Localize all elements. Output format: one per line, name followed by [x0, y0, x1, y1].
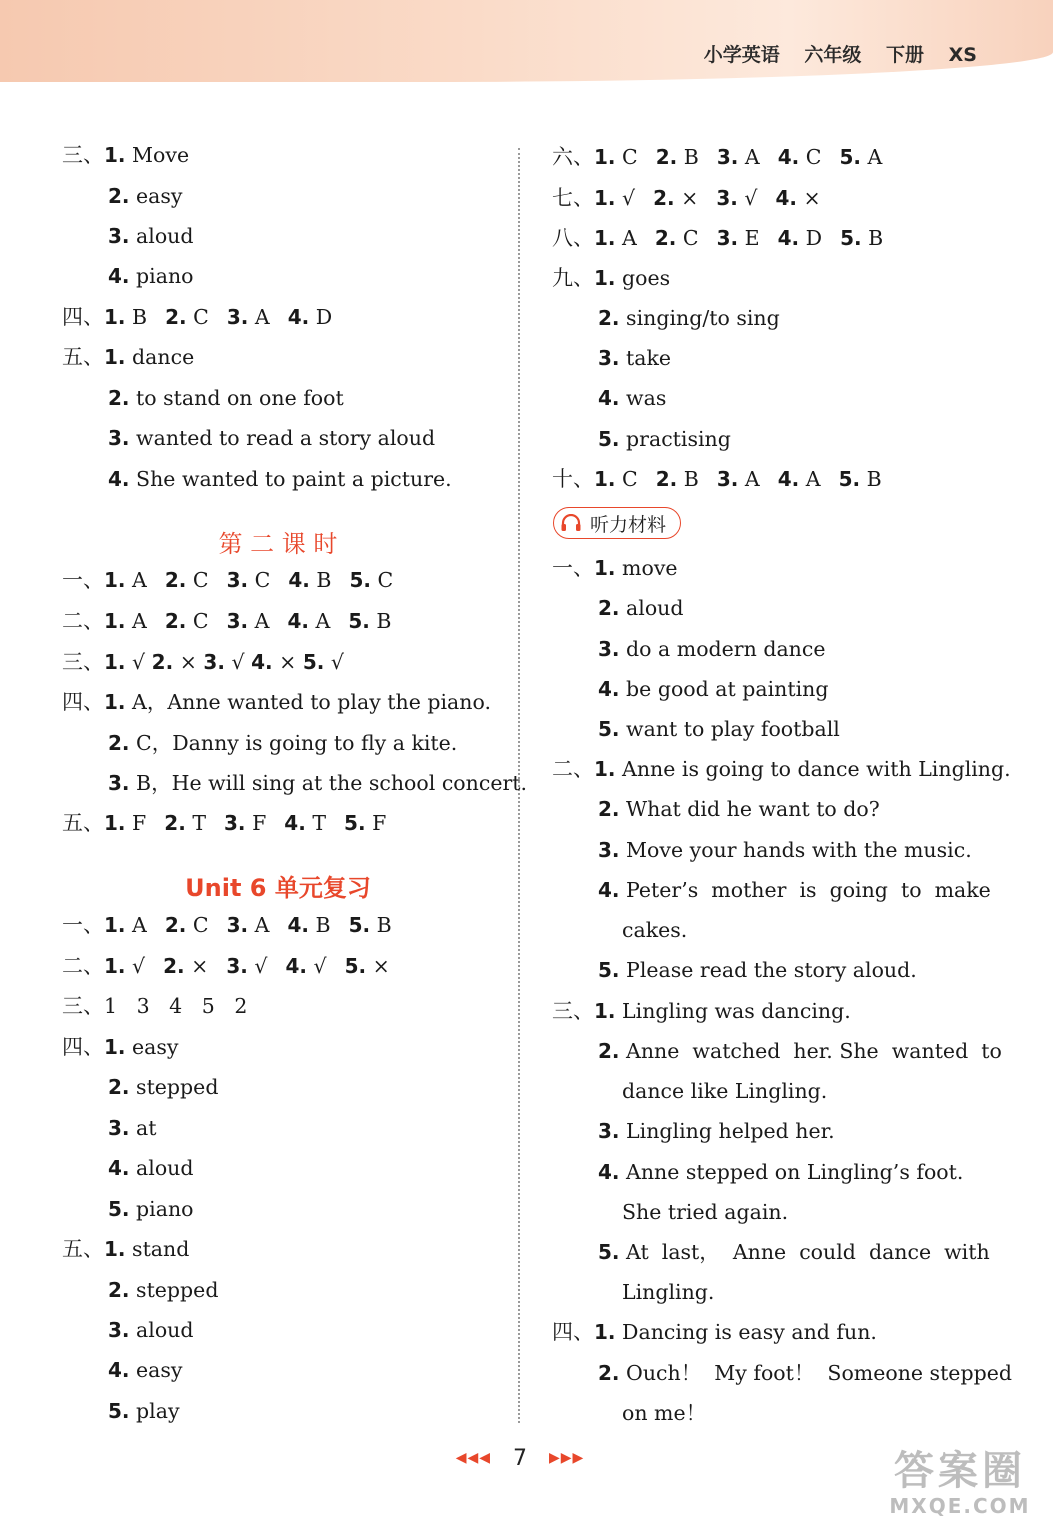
section-title: Unit 6 单元复习 — [185, 874, 371, 902]
grade-label: 六年级 — [804, 44, 862, 66]
answer-line: She tried again. — [622, 1200, 789, 1224]
answer-line: Lingling. — [622, 1280, 715, 1304]
answer-line: 四、1. B 2. C 3. A 4. D — [62, 305, 333, 329]
book-info — [686, 40, 977, 67]
answer-line: 七、1. √ 2. × 3. √ 4. × — [552, 186, 821, 210]
answer-line: 五、1. stand — [62, 1237, 190, 1261]
answer-line: 5. practising — [598, 427, 731, 451]
edition-label: XS — [948, 44, 977, 66]
answer-line: 4. She wanted to paint a picture. — [108, 467, 452, 491]
answer-line: 2. stepped — [108, 1278, 219, 1302]
answer-line: 2. Anne watched her. She wanted to — [598, 1039, 1002, 1063]
answer-line: 2. easy — [108, 184, 183, 208]
volume-label: 下册 — [886, 44, 925, 66]
answer-line: 4. easy — [108, 1358, 183, 1382]
subject-label: 小学英语 — [703, 44, 780, 66]
answer-line: 4. be good at painting — [598, 677, 829, 701]
answer-line: 3. take — [598, 346, 672, 370]
answer-line: 5. At last， Anne could dance with — [598, 1240, 990, 1264]
answer-line: 一、1. A 2. C 3. A 4. B 5. B — [62, 913, 392, 937]
answer-line: dance like Lingling. — [622, 1079, 828, 1103]
answer-line: 二、1. √ 2. × 3. √ 4. √ 5. × — [62, 954, 390, 978]
answer-line: cakes. — [622, 918, 688, 942]
answer-line: 2. stepped — [108, 1075, 219, 1099]
answer-line: 3. do a modern dance — [598, 637, 826, 661]
answer-line: 2. aloud — [598, 596, 684, 620]
page-number-bar — [430, 1444, 610, 1472]
answer-line: 2. What did he want to do? — [598, 797, 880, 821]
answer-line: 六、1. C 2. B 3. A 4. C 5. A — [552, 145, 883, 169]
answer-line: 二、1. A 2. C 3. A 4. A 5. B — [62, 609, 392, 633]
answer-line: 八、1. A 2. C 3. E 4. D 5. B — [552, 226, 884, 250]
section-title: 第 二 课 时 — [218, 530, 338, 558]
answer-line: 5. want to play football — [598, 717, 840, 741]
answer-line: 4. was — [598, 386, 667, 410]
answer-line: 4. aloud — [108, 1156, 194, 1180]
answer-line: 五、1. dance — [62, 345, 195, 369]
watermark — [875, 1448, 1045, 1528]
badge-label: 听力材料 — [590, 513, 667, 536]
answer-line: 3. at — [108, 1116, 157, 1140]
next-arrows-icon: ▶▶▶ — [549, 1450, 585, 1466]
answer-line: 3. aloud — [108, 1318, 194, 1342]
answer-line: 4. Anne stepped on Lingling’s foot. — [598, 1160, 964, 1184]
answer-line: 3. Move your hands with the music. — [598, 838, 972, 862]
answer-line: 2. to stand on one foot — [108, 386, 344, 410]
answer-line: 3. B，He will sing at the school concert. — [108, 771, 528, 795]
answer-line: on me！ — [622, 1401, 707, 1425]
answer-line: 十、1. C 2. B 3. A 4. A 5. B — [552, 467, 882, 491]
watermark-url: MXQE.COM — [889, 1494, 1031, 1518]
answer-line: 二、1. Anne is going to dance with Lingling. — [552, 757, 1011, 781]
answer-line: 三、1. Lingling was dancing. — [552, 999, 851, 1023]
answer-line: 4. piano — [108, 264, 194, 288]
headphone-icon — [560, 514, 582, 532]
answer-line: 四、1. easy — [62, 1035, 179, 1059]
answer-line: 3. Lingling helped her. — [598, 1119, 835, 1143]
answer-line: 四、1. A，Anne wanted to play the piano. — [62, 690, 491, 714]
answer-line: 四、1. Dancing is easy and fun. — [552, 1320, 877, 1344]
answer-line: 5. piano — [108, 1197, 194, 1221]
answer-line: 三、1. √ 2. × 3. √ 4. × 5. √ — [62, 650, 344, 674]
listening-material-badge — [553, 507, 681, 539]
answer-line: 3. aloud — [108, 224, 194, 248]
answer-line: 九、1. goes — [552, 266, 671, 290]
answer-line: 3. wanted to read a story aloud — [108, 426, 436, 450]
answer-line: 4. Peter’s mother is going to make — [598, 878, 991, 902]
answer-line: 三、1. Move — [62, 143, 190, 167]
answer-line: 2. Ouch！ My foot！ Someone stepped — [598, 1361, 1012, 1385]
answer-line: 5. play — [108, 1399, 180, 1423]
answer-line: 三、1 3 4 5 2 — [62, 994, 248, 1018]
answer-line: 5. Please read the story aloud. — [598, 958, 917, 982]
answer-line: 一、1. move — [552, 556, 678, 580]
prev-arrows-icon: ◀◀◀ — [455, 1450, 491, 1466]
watermark-logo: 答案圈 — [894, 1448, 1026, 1494]
answer-line: 五、1. F 2. T 3. F 4. T 5. F — [62, 811, 387, 835]
page-number: 7 — [513, 1445, 527, 1471]
answer-line: 2. singing/to sing — [598, 306, 780, 330]
answer-line: 2. C，Danny is going to fly a kite. — [108, 731, 458, 755]
answer-line: 一、1. A 2. C 3. C 4. B 5. C — [62, 568, 394, 592]
